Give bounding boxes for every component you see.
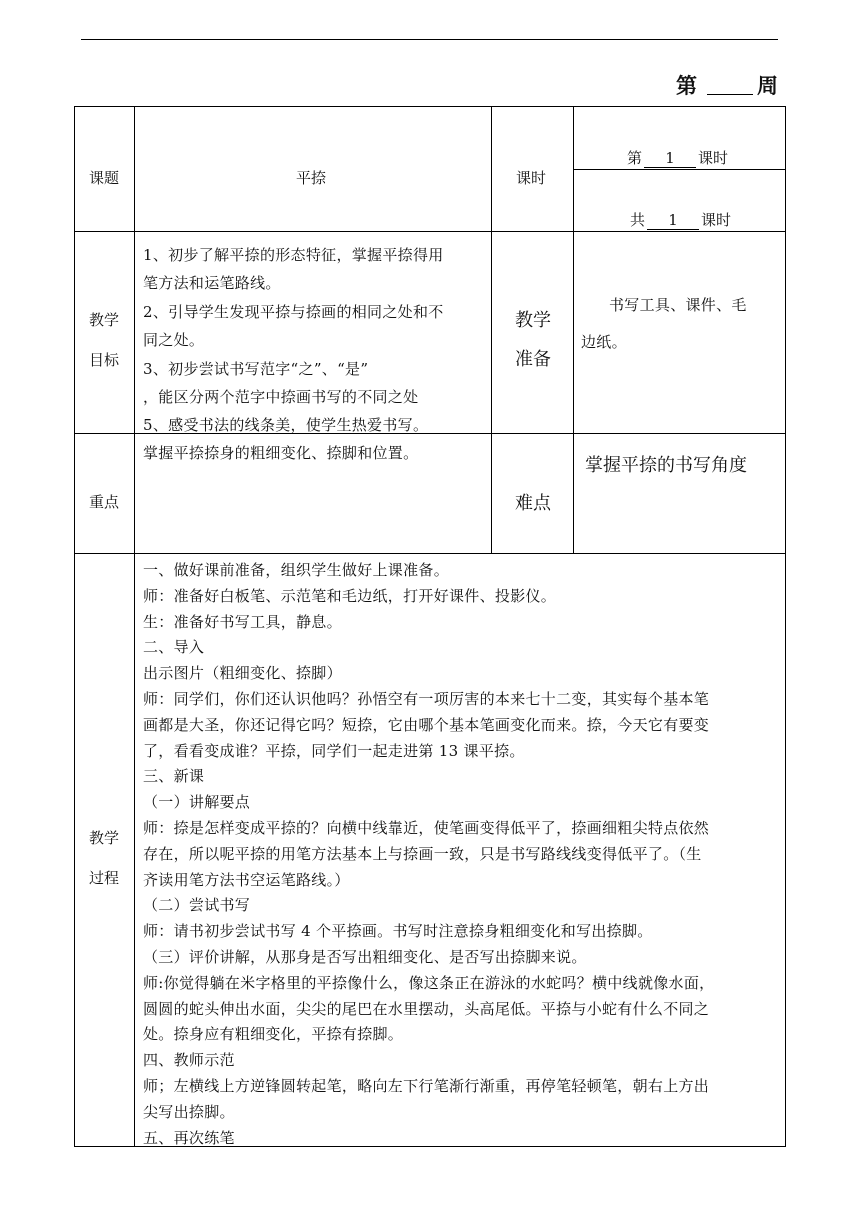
total-periods-prefix: 共 [630,211,646,229]
week-number-blank [707,76,753,95]
total-periods-value: 1 [647,212,699,230]
week-suffix: 周 [757,73,778,98]
header-rule [81,39,778,40]
process-line: 圆圆的蛇头伸出水面，尖尖的尾巴在水里摆动，头高尾低。平捺与小蛇有什么不同之 [143,999,710,1018]
process-line: 师:你觉得躺在米字格里的平捺像什么，像这条正在游泳的水蛇吗？横中线就像水面， [143,973,715,992]
process-line: 三、新课 [143,767,205,786]
process-line: 出示图片（粗细变化、捺脚） [143,664,342,683]
current-period-suffix: 课时 [698,149,729,167]
row-divider [573,169,785,170]
current-period [627,147,728,168]
goals-label-1: 教学 [89,311,120,329]
process-line: 五、再次练笔 [143,1128,235,1147]
process-line: 齐读用笔方法书空运笔路线。） [143,870,350,889]
goals-label-2: 目标 [89,351,120,369]
topic-label: 课题 [89,169,120,187]
difficulty-label: 难点 [515,493,551,514]
col-divider [491,107,492,553]
goal-line: 2、引导学生发现平捺与捺画的相同之处和不 [143,302,444,321]
process-line: 处。捺身应有粗细变化，平捺有捺脚。 [143,1025,404,1044]
process-line: 一、做好课前准备，组织学生做好上课准备。 [143,561,450,579]
difficulty-text: 掌握平捺的书写角度 [585,455,747,476]
key-point-text: 掌握平捺捺身的粗细变化、捺脚和位置。 [143,444,419,462]
goal-line: 笔方法和运笔路线。 [143,274,281,293]
prep-line: 书写工具、课件、毛 [609,296,747,314]
col-divider [573,107,574,553]
goal-line: 3、初步尝试书写范字“之”、“是” [143,359,369,378]
col-divider [134,107,135,1146]
teaching-preparation [581,287,747,361]
key-point-label: 重点 [89,493,120,511]
process-line: 师：同学们，你们还认识他吗？孙悟空有一项厉害的本来七十二变，其实每个基本笔 [143,689,710,708]
process-line: 师；左横线上方逆锋圆转起笔，略向左下行笔渐行渐重，再停笔轻顿笔，朝右上方出 [143,1076,710,1095]
goal-line: 5、感受书法的线条美，使学生热爱书写。 [143,416,429,435]
goal-line: ，能区分两个范字中捺画书写的不同之处 [143,388,419,407]
row-divider [75,231,785,232]
lesson-plan-table [74,106,786,1147]
total-periods [630,209,731,230]
total-periods-suffix: 课时 [701,211,732,229]
process-line: 四、教师示范 [143,1051,235,1070]
process-line: 二、导入 [143,638,205,657]
teaching-goals [143,241,444,440]
prep-line: 边纸。 [581,333,627,351]
topic-value: 平捺 [296,169,327,187]
process-line: 画都是大圣，你还记得它吗？短捺，它由哪个基本笔画变化而来。捺，今天它有要变 [143,715,710,734]
process-line: 了，看看变成谁？平捺，同学们一起走进第 13 课平捺。 [143,741,525,760]
week-heading [676,70,778,100]
process-line: 师：捺是怎样变成平捺的？向横中线靠近，使笔画变得低平了，捺画细粗尖特点依然 [143,818,710,837]
prep-label-1: 教学 [515,310,551,331]
row-divider [75,553,785,554]
week-prefix: 第 [676,73,697,98]
process-line: 师：请书初步尝试书写 4 个平捺画。书写时注意捺身粗细变化和写出捺脚。 [143,922,653,941]
current-period-prefix: 第 [627,149,643,167]
process-label-1: 教学 [89,829,120,847]
teaching-process [143,558,714,1151]
process-label-2: 过程 [89,869,120,887]
process-line: （二）尝试书写 [143,896,251,915]
process-line: 师：准备好白板笔、示范笔和毛边纸，打开好课件、投影仪。 [143,586,557,605]
goal-line: 同之处。 [143,331,205,350]
process-line: 生：准备好书写工具，静息。 [143,612,342,631]
process-line: （一）讲解要点 [143,793,251,812]
current-period-value: 1 [644,150,696,168]
prep-label-2: 准备 [515,349,551,370]
process-line: 尖写出捺脚。 [143,1102,235,1121]
period-label: 课时 [516,169,547,187]
process-line: 存在，所以呢平捺的用笔方法基本上与捺画一致，只是书写路线线变得低平了。（生 [143,844,702,863]
goal-line: 1、初步了解平捺的形态特征，掌握平捺得用 [143,246,444,264]
process-line: （三）评价讲解，从那身是否写出粗细变化、是否写出捺脚来说。 [143,947,587,966]
